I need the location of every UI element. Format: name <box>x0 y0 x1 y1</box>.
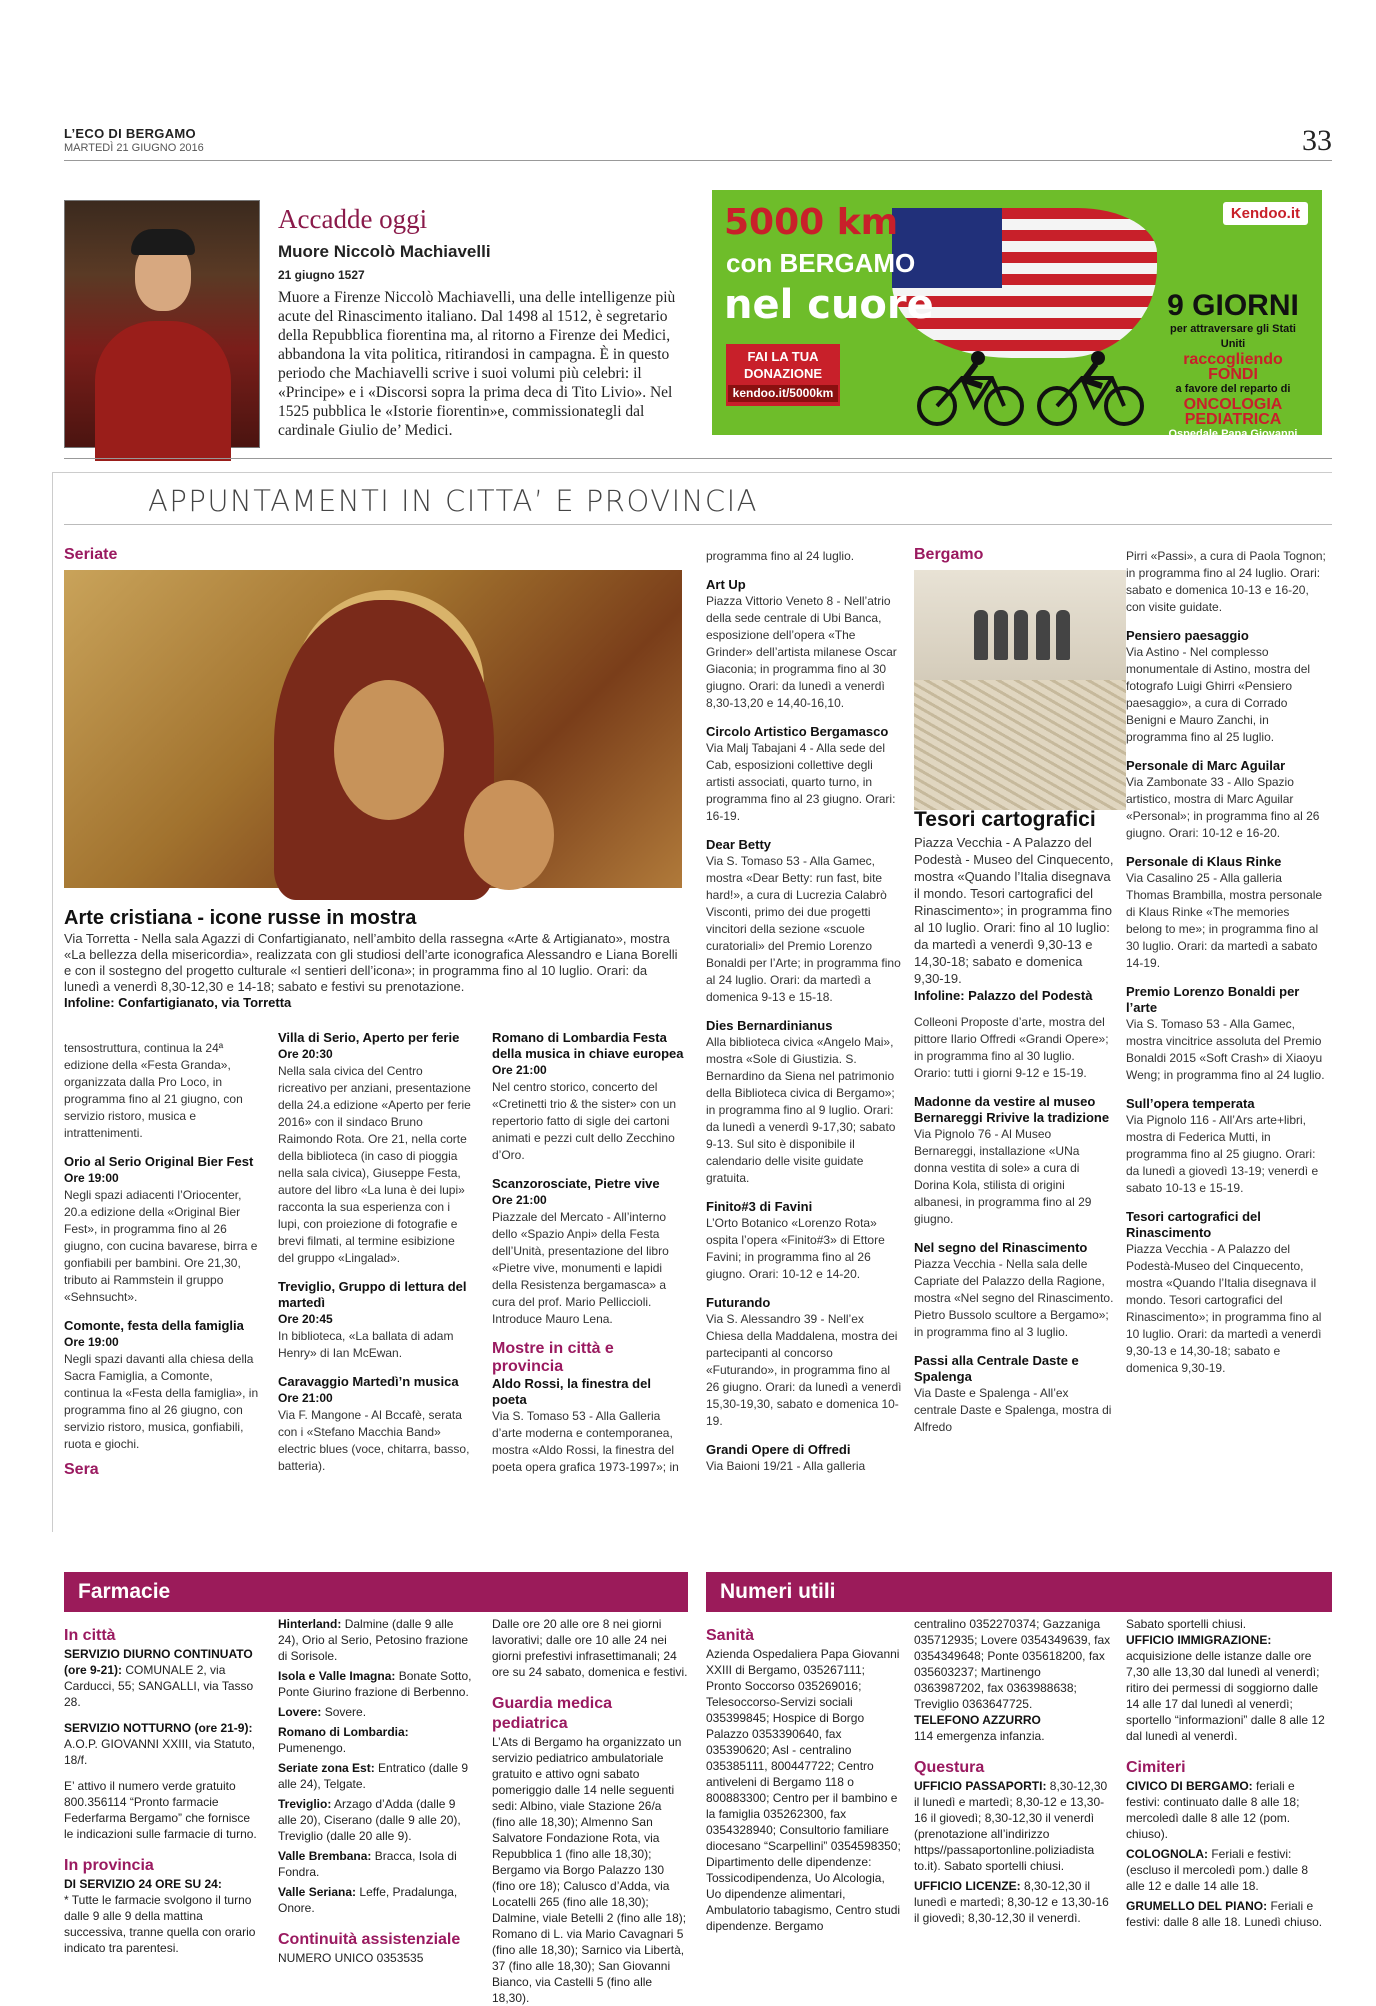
event-heading: Dear Betty <box>706 837 772 852</box>
event-text: Piazza Vittorio Veneto 8 - Nell’atrio della sede centrale di Ubi Banca, esposizione dell’opera «The Grinder» dell’artista milanese Oscar Giaconia; in programma fino al 30 giugno. Orari: da lunedì a venerdì 8,30-13,20 e 14,40-16,10. <box>706 594 897 710</box>
service-label: UFFICIO PASSAPORTI: <box>914 1779 1047 1793</box>
event-text: Piazza Vecchia - A Palazzo del Podestà-Museo del Cinquecento, mostra «Quando l’Italia disegnava il mondo. Tesori cartografici del Rinascimento»; in programma fino al 10 luglio. Orari: da martedì a venerdì 9,30-13 e 14,30-18; sabato e domenica 9,30-19. <box>1126 1242 1322 1375</box>
event-text: Via Malj Tabajani 4 - Alla sede del Cab, esposizioni collettive degli artisti associati, quarto turno, in programma fino al 23 giugno. Orari: 16-19. <box>706 741 896 823</box>
service-heading: Cimiteri <box>1126 1759 1186 1776</box>
service-text: 114 emergenza infanzia. <box>914 1729 1045 1743</box>
numeri-column-2 <box>914 1616 1114 1926</box>
events-column-3 <box>492 1030 688 1476</box>
event-heading: Circolo Artistico Bergamasco <box>706 724 889 739</box>
newspaper-name: L’ECO DI BERGAMO <box>64 126 196 141</box>
place-label: Seriate <box>64 546 118 563</box>
cyclist-icon <box>1032 348 1152 428</box>
event-heading: Personale di Marc Aguilar <box>1126 758 1286 773</box>
service-label: COLOGNOLA: <box>1126 1847 1208 1861</box>
event-heading: Dies Bernardinianus <box>706 1018 833 1033</box>
events-column-1 <box>64 1040 260 1478</box>
section-label: Sera <box>64 1461 99 1478</box>
service-label: Isola e Valle Imagna: <box>278 1669 396 1683</box>
service-heading: In provincia <box>64 1857 154 1874</box>
kendoo-logo: Kendoo.it <box>1223 202 1308 225</box>
donate-url: kendoo.it/5000km <box>728 385 838 402</box>
ad-hospital: Ospedale Papa Giovanni XXIII - BG <box>1168 428 1298 455</box>
event-text: Pirri «Passi», a cura di Paola Tognon; in programma fino al 24 luglio. Orari: sabato e domenica 10-13 e 16-20, con visite guidate. <box>1126 549 1326 614</box>
service-heading: Continuità assistenziale <box>278 1931 461 1948</box>
feature-infoline: Infoline: Palazzo del Podestà <box>914 988 1093 1003</box>
accadde-body: Muore a Firenze Niccolò Machiavelli, una delle intelligenze più acute del Rinascimento italiano. Dal 1498 al 1512, è segretario della Repubblica fiorentina ma, al ritorno a Firenze dei Medici, abbandona la vita politica, ritirandosi in campagna. È in questo periodo che Machiavelli scrive i suoi volumi più celebri: il «Principe» e i «Discorsi sopra la prima deca di Tito Livio». Nel 1525 pubblica le «Istorie fiorentin»e, commissionategli dal cardinale Giulio de’ Medici. <box>278 289 676 439</box>
service-text: L’Ats di Bergamo ha organizzato un servizio pediatrico ambulatoriale gratuito e attivo ogni sabato pomeriggio dalle 14 nelle seguenti sedi: Albino, viale Stazione 26/a (fino alle 18,30); Almenno San Salvatore Fondazione Rota, via Repubblica 1 (fino alle 18,30); Bergamo via Borgo Palazzo 130 (fino ore 18); Calusco d’Adda, via Locatelli 265 (fino alle 18,30); Dalmine, viale Betelli 2 (fino alle 18); Romano di L. via Mario Cavagnari 5 (fino alle 18,30); Sarnico via Libertà, 37 (fino alle 18,30); San Giovanni Bianco, via Castelli 5 (fino alle 18,30). <box>492 1735 687 2005</box>
numeri-column-3 <box>1126 1616 1326 1930</box>
section-title: APPUNTAMENTI IN CITTA’ E PROVINCIA <box>148 484 758 518</box>
machiavelli-portrait <box>64 200 260 448</box>
section-label: Mostre in città e provincia <box>492 1340 614 1375</box>
ad-headline-2: con BERGAMO <box>726 248 916 278</box>
divider <box>64 458 1332 459</box>
event-text: Via S. Tomaso 53 - Alla Gamec, mostra vincitrice assoluta del Premio Bonaldi 2015 «Soft Crash» di Xiaoyu Weng; in programma fino al 24 luglio. <box>1126 1017 1325 1082</box>
service-label: Seriate zona Est: <box>278 1761 375 1775</box>
farmacie-header: Farmacie <box>64 1572 688 1612</box>
service-label: Hinterland: <box>278 1617 342 1631</box>
service-label: Valle Brembana: <box>278 1849 372 1863</box>
event-heading: Nel segno del Rinascimento <box>914 1240 1088 1255</box>
ad-info <box>1158 290 1308 457</box>
event-heading: Orio al Serio Original Bier Fest <box>64 1154 254 1169</box>
event-text: Via S. Tomaso 53 - Alla Galleria d’arte moderna e contemporanea, mostra «Aldo Rossi, la finestra del poeta opera grafica 1973-1997»; in <box>492 1409 679 1474</box>
ad-days: 9 GIORNI <box>1167 289 1299 322</box>
accadde-subtitle: Muore Niccolò Machiavelli <box>278 242 491 261</box>
event-heading: Treviglio, Gruppo di lettura del martedì <box>278 1279 467 1310</box>
event-time: Ore 21:00 <box>492 1063 547 1077</box>
service-label: UFFICIO LICENZE: <box>914 1879 1021 1893</box>
events-column-2 <box>278 1030 474 1475</box>
event-text: Via S. Alessandro 39 - Nell’ex Chiesa della Maddalena, mostra dei partecipanti al concorso «Futurando», in programma fino al 26 giugno. Orari: da lunedì a venerdì 15,30-19,30, sabato e domenica 10-19. <box>706 1312 902 1428</box>
ad-dept: ONCOLOGIA PEDIATRICA <box>1183 396 1283 428</box>
event-heading: Comonte, festa della famiglia <box>64 1318 244 1333</box>
event-heading: Madonne da vestire al museo Bernareggi Rrivive la tradizione <box>914 1094 1110 1125</box>
event-text: In biblioteca, «La ballata di adam Henry» di Ian McEwan. <box>278 1329 454 1360</box>
service-label: Treviglio: <box>278 1797 332 1811</box>
feature-body <box>64 931 684 1011</box>
events-column-6 <box>1126 548 1326 1377</box>
event-text: L’Orto Botanico «Lorenzo Rota» ospita l’opera «Finito#3» di Ettore Favini; in programma fino al 26 giugno. Orari: 10-12 e 14-20. <box>706 1216 885 1281</box>
event-heading: Romano di Lombardia Festa della musica in chiave europea <box>492 1030 684 1061</box>
russian-icon-image <box>64 570 682 888</box>
service-text: Arzago d’Adda (dalle 9 alle 20), Ciserano (dalle 9 alle 20), Treviglio (dalle 20 alle 9). <box>278 1797 461 1843</box>
event-text: Negli spazi davanti alla chiesa della Sacra Famiglia, a Comonte, continua la «Festa della famiglia», in programma fino al 26 giugno, con servizio ristoro, musica, gonfiabili, ruota e giochi. <box>64 1352 259 1451</box>
advertisement[interactable] <box>712 190 1322 455</box>
service-label: CIVICO DI BERGAMO: <box>1126 1779 1253 1793</box>
numeri-column-1 <box>706 1612 902 1934</box>
place-label: Bergamo <box>914 546 984 563</box>
event-text: tensostruttura, continua la 24ª edizione della «Festa Granda», organizzata dalla Pro Loco, in programma fino al 21 giugno, con servizio ristoro, musica e intrattenimenti. <box>64 1041 243 1140</box>
service-text: 8,30-12,30 il lunedì e martedì; 8,30-12 e 13,30-16 il giovedì; 8,30-12,30 il venerdì (prenotazione all’indirizzo https//passaportonline.poliziadista to.it). Sabato sportelli chiusi. <box>914 1779 1108 1873</box>
service-label: UFFICIO IMMIGRAZIONE: <box>1126 1633 1272 1647</box>
service-text: Dalle ore 20 alle ore 8 nei giorni lavorativi; dalle ore 10 alle 24 nei giorni prefestivi infrasettimanali; 24 ore su 24 sabato, domenica e festivi. <box>492 1617 688 1679</box>
event-heading: Passi alla Centrale Daste e Spalenga <box>914 1353 1079 1384</box>
service-label: DI SERVIZIO 24 ORE SU 24: <box>64 1877 222 1891</box>
service-label: GRUMELLO DEL PIANO: <box>1126 1899 1268 1913</box>
service-text: A.O.P. GIOVANNI XXIII, via Statuto, 18/f. <box>64 1737 255 1767</box>
service-heading: Questura <box>914 1759 985 1776</box>
event-text: Negli spazi adiacenti l’Oriocenter, 20.a edizione della «Original Bier Fest», in programma fino al 26 giugno, con cucina bavarese, birra e gonfiabili per bambini. Ore 21,30, tributo ai Rammstein il gruppo «Sehnsucht». <box>64 1188 258 1304</box>
event-time: Ore 21:00 <box>278 1391 333 1405</box>
ad-raise: raccogliendo FONDI <box>1183 351 1283 383</box>
event-heading: Scanzorosciate, Pietre vive <box>492 1176 660 1191</box>
event-text: Colleoni Proposte d’arte, mostra del pittore Ilario Offredi «Grandi Opere»; in programma fino al 30 luglio. Orario: tutti i giorni 9-12 e 15-19. <box>914 1015 1109 1080</box>
service-label: SERVIZIO DIURNO CONTINUATO (ore 9-21): <box>64 1647 253 1677</box>
events-column-5 <box>914 834 1114 1436</box>
event-heading: Futurando <box>706 1295 771 1310</box>
event-text: Via S. Tomaso 53 - Alla Gamec, mostra «Dear Betty: run fast, bite hard!», a cura di Lucrezia Calabrò Visconti, primo dei due progetti vincitori della sezione «scuole curatoriali» del Premio Lorenzo Bonaldi per l’Arte; in programma fino al 24 luglio. Orari: da martedì a domenica 9-13 e 15-18. <box>706 854 901 1004</box>
feature-text: Via Torretta - Nella sala Agazzi di Confartigianato, nell’ambito della rassegna «Arte & Artigianato», mostra «La bellezza della misericordia», realizzata con gli studiosi dell’arte iconografica Alessandro e Liana Borelli e con il sostegno del progetto culturale «I sentieri dell’icona»; in programma fino al 10 luglio. Orari: da lunedì a venerdì 8,30-12,30 e 14-18; sabato e festivi su prenotazione. <box>64 931 678 994</box>
service-text: Bonate Sotto, Ponte Giurino frazione di Berbenno. <box>278 1669 472 1699</box>
event-text: Via Pignolo 76 - Al Museo Bernareggi, installazione «UNa donna vestita di sole» a cura di Dorina Kola, stilista di origini albanesi, in programma fino al 29 giugno. <box>914 1127 1092 1226</box>
feature-title: Tesori cartografici <box>914 808 1096 831</box>
service-text: NUMERO UNICO 0353535 <box>278 1951 424 1965</box>
event-text: Alla biblioteca civica «Angelo Mai», mostra «Sole di Giustizia. S. Bernardino da Siena nel patrimonio della Biblioteca civica di Bergamo»; in programma fino al 9 luglio. Orari: da lunedì a venerdì 9-17,30; sabato 9-13. Sul sito è disponibile il calendario delle visite guidate gratuita. <box>706 1035 896 1185</box>
service-text: 8,30-12,30 il lunedì e martedì; 8,30-12 e 13,30-16 il giovedì; 8,30-12,30 il venerdì. <box>914 1879 1109 1925</box>
service-heading: In città <box>64 1627 116 1644</box>
service-text: centralino 0352270374; Gazzaniga 035712935; Lovere 0354349639, fax 0354349648; Ponte 035618200, fax 035603237; Martinengo 0363987202, fax 0363988638; Treviglio 0363647725. <box>914 1617 1111 1711</box>
service-text: COMUNALE 2, via Carducci, 55; SANGALLI, via Tasso 28. <box>64 1663 254 1709</box>
service-text: * Tutte le farmacie svolgono il turno dalle 9 alle 9 della mattina successiva, tranne quella con orario indicato tra parentesi. <box>64 1893 256 1955</box>
event-heading: Pensiero paesaggio <box>1126 628 1249 643</box>
service-heading: Guardia medica pediatrica <box>492 1695 613 1732</box>
event-heading: Aldo Rossi, la finestra del poeta <box>492 1376 651 1407</box>
event-text: Nel centro storico, concerto del «Cretinetti trio & the sister» con un repertorio fatto di sigle dei cartoni animati e pezzi cult dello Zecchino d’Oro. <box>492 1080 677 1162</box>
event-time: Ore 19:00 <box>64 1335 119 1349</box>
ad-favor: a favore del reparto di <box>1175 383 1291 395</box>
service-text: Azienda Ospedaliera Papa Giovanni XXIII di Bergamo, 035267111; Pronto Soccorso 035269016; Telesoccorso-Servizi sociali 035399845; Hospice di Borgo Palazzo 0353390640, fax 035390620; Asl - centralino 035385111, 800447722; Centro antiveleni di Bergamo 118 o 800883300; Centro per il bambino e la famiglia 035262300, fax 0354328940; Consultorio familiare diocesano “Scarpellini” 0354598350; Dipartimento delle dipendenze: Tossicodipendenza, Uo Alcologia, Uo dipendenze alimentari, Ambulatorio tabagismo, Centro studi dipendenze. Bergamo <box>706 1647 901 1933</box>
issue-date: MARTEDÌ 21 GIUGNO 2016 <box>64 142 204 154</box>
event-text: Via Zambonate 33 - Allo Spazio artistico, mostra di Marc Aguilar «Personal»; in programma fino al 26 giugno. Orari: 10-12 e 16-20. <box>1126 775 1320 840</box>
service-text: Feriali e festivi: (escluso il mercoledì pom.) dalle 8 alle 12 e dalle 14 alle 18. <box>1126 1847 1309 1893</box>
donate-label: FAI LA TUA DONAZIONE <box>744 349 822 381</box>
service-text: Feriali e festivi: dalle 8 alle 18. Lunedì chiuso. <box>1126 1899 1323 1929</box>
event-heading: Villa di Serio, Aperto per ferie <box>278 1030 460 1045</box>
event-heading: Art Up <box>706 577 746 592</box>
service-text: Bracca, Isola di Fondra. <box>278 1849 457 1879</box>
event-heading: Caravaggio Martedì’n musica <box>278 1374 459 1389</box>
service-text: Dalmine (dalle 9 alle 24), Orio al Serio, Petosino frazione di Sorisole. <box>278 1617 469 1663</box>
service-text: Sabato sportelli chiusi. <box>1126 1617 1247 1631</box>
event-text: Piazza Vecchia - Nella sala delle Capriate del Palazzo della Ragione, mostra «Nel segno del Rinascimento. Pietro Bussolo scultore a Bergamo»; in programma fino al 3 luglio. <box>914 1257 1114 1339</box>
service-text: Entratico (dalle 9 alle 24), Telgate. <box>278 1761 469 1791</box>
event-text: Via Astino - Nel complesso monumentale di Astino, mostra del fotografo Luigi Ghirri «Pensiero paesaggio», a cura di Corrado Benigni e Mauro Zanchi, in programma fino al 25 luglio. <box>1126 645 1311 744</box>
event-time: Ore 20:30 <box>278 1047 333 1061</box>
event-text: Piazzale del Mercato - All’interno dello «Spazio Anpi» della Festa dell’Unità, presentazione del libro «Pietre vive, monumenti e lapidi della Resistenza bergamasca» a cura del prof. Mario Pelliccioli. Introduce Mauro Lena. <box>492 1210 669 1326</box>
cyclist-icon <box>912 348 1032 428</box>
divider <box>64 524 1332 525</box>
event-heading: Tesori cartografici del Rinascimento <box>1126 1209 1261 1240</box>
event-text: Via Daste e Spalenga - All’ex centrale Daste e Spalenga, mostra di Alfredo <box>914 1386 1112 1434</box>
service-heading: Sanità <box>706 1627 755 1644</box>
divider <box>64 160 1332 161</box>
service-text: E’ attivo il numero verde gratuito 800.356114 “Pronto farmacie Federfarma Bergamo” che fornisce le indicazioni sulle farmacie di turno. <box>64 1779 257 1841</box>
event-time: Ore 19:00 <box>64 1171 119 1185</box>
event-time: Ore 20:45 <box>278 1312 333 1326</box>
ad-days-sub: per attraversare gli Stati Uniti <box>1170 323 1296 350</box>
accadde-date: 21 giugno 1527 <box>278 268 365 282</box>
event-text: Via F. Mangone - Al Bccafè, serata con i «Stefano Macchia Band» electric blues (voce, chitarra, basso, batteria). <box>278 1408 470 1473</box>
feature-infoline: Infoline: Confartigianato, via Torretta <box>64 995 292 1010</box>
event-text: Nella sala civica del Centro ricreativo per anziani, presentazione della 24.a edizione «Aperto per ferie 2016» con il sindaco Bruno Raimondo Rota. Ore 21, nella corte della biblioteca (in caso di pioggia nella sala civica), Giuseppe Festa, autore del libro «La luna è dei lupi» racconta la sua esperienza con i lupi, con proiezione di fotografie e brevi filmati, al termine esibizione del gruppo «Lingalad». <box>278 1064 471 1265</box>
service-label: SERVIZIO NOTTURNO (ore 21-9): <box>64 1721 253 1735</box>
service-text: Sovere. <box>324 1705 367 1719</box>
event-text: programma fino al 24 luglio. <box>706 549 855 563</box>
event-heading: Finito#3 di Favini <box>706 1199 813 1214</box>
events-column-4 <box>706 548 902 1475</box>
event-heading: Premio Lorenzo Bonaldi per l’arte <box>1126 984 1300 1015</box>
service-label: Valle Seriana: <box>278 1885 357 1899</box>
feature-title: Arte cristiana - icone russe in mostra <box>64 907 417 929</box>
numeri-utili-header: Numeri utili <box>706 1572 1332 1612</box>
service-text: feriali e festivi: continuato dalle 8 alle 18; mercoledì dalle 8 alle 12 (pom. chiuso). <box>1126 1779 1300 1841</box>
event-heading: Sull’opera temperata <box>1126 1096 1255 1111</box>
event-text: Via Casalino 25 - Alla galleria Thomas Brambilla, mostra personale di Klaus Rinke «The memories belong to me»; in programma fino al 30 luglio. Orari: da martedì a sabato 14-19. <box>1126 871 1323 970</box>
service-label: Romano di Lombardia: <box>278 1725 409 1739</box>
page-number: 33 <box>1302 124 1332 157</box>
accadde-title: Accadde oggi <box>278 204 428 234</box>
event-time: Ore 21:00 <box>492 1193 547 1207</box>
service-label: TELEFONO AZZURRO <box>914 1713 1041 1727</box>
service-text: Pumenengo. <box>278 1741 347 1755</box>
feature-text: Piazza Vecchia - A Palazzo del Podestà - Museo del Cinquecento, mostra «Quando l’Italia disegnava il mondo. Tesori cartografici del Rinascimento»; in programma fino al 10 luglio. Orari: fino al 10 luglio: da martedì a venerdì 9,30-13 e 14,30-18; sabato e domenica 9,30-19. <box>914 835 1114 986</box>
event-heading: Personale di Klaus Rinke <box>1126 854 1282 869</box>
event-text: Via Pignolo 116 - All’Ars arte+libri, mostra di Federica Mutti, in programma fino al 25 giugno. Orari: da lunedì a giovedì 13-19; venerdì e sabato 10-13 e 15-19. <box>1126 1113 1319 1195</box>
farmacie-column-3 <box>492 1616 688 2006</box>
farmacie-column-1 <box>64 1612 260 1956</box>
ad-headline: 5000 km <box>724 202 899 243</box>
farmacie-column-2 <box>278 1616 474 1966</box>
exhibition-photo <box>914 570 1126 810</box>
service-text: Leffe, Pradalunga, Onore. <box>278 1885 458 1915</box>
service-text: acquisizione delle istanze dalle ore 7,30 alle 13,30 dal lunedì al venerdì; ritiro dei permessi di soggiorno dalle 14 alle 17 dal lunedì al venerdì; sportello “informazioni” dalle 8 alle 12 dal lunedì al venerdì. <box>1126 1649 1325 1743</box>
donate-button[interactable] <box>726 344 840 406</box>
event-text: Via Baioni 19/21 - Alla galleria <box>706 1459 866 1473</box>
event-heading: Grandi Opere di Offredi <box>706 1442 851 1457</box>
ad-headline-3: nel cuore <box>724 282 934 328</box>
service-label: Lovere: <box>278 1705 322 1719</box>
